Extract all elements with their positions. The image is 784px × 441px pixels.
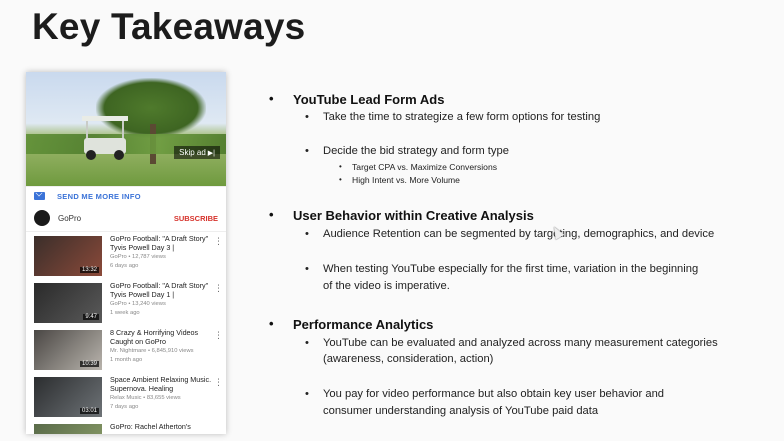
video-thumbnail[interactable] — [34, 330, 102, 370]
video-duration: 9:47 — [85, 314, 97, 320]
video-age: 1 month ago — [110, 357, 143, 363]
related-videos-list — [26, 232, 226, 434]
video-item[interactable] — [26, 375, 226, 422]
video-age: 6 days ago — [110, 263, 139, 269]
video-thumbnail[interactable] — [34, 283, 102, 323]
sub-bullet-item: • Target CPA vs. Maximize Conversions — [352, 161, 497, 173]
video-item[interactable] — [26, 234, 226, 281]
subscribe-button[interactable]: SUBSCRIBE — [173, 213, 218, 223]
video-thumbnail[interactable] — [34, 424, 102, 434]
video-age: 1 week ago — [110, 310, 140, 316]
video-title[interactable]: GoPro Football: "A Draft Story" Tyvis Powell Day 1 | — [110, 281, 209, 299]
bullet-item-line1: • You pay for video performance but also obtain key user behavior and — [323, 386, 664, 403]
slide-title: Key Takeaways — [32, 6, 306, 47]
bullet-item: • Take the time to strategize a few form options for testing — [323, 109, 600, 126]
channel-avatar[interactable] — [34, 210, 50, 226]
video-meta: GoPro • 12,787 views — [110, 254, 166, 260]
video-thumbnail[interactable] — [34, 236, 102, 276]
video-meta: Relax Music • 83,655 views — [110, 395, 181, 401]
video-duration: 13:32 — [81, 267, 97, 273]
channel-name[interactable]: GoPro — [58, 213, 82, 223]
video-thumbnail[interactable] — [34, 377, 102, 417]
video-item[interactable] — [26, 422, 226, 434]
more-vert-icon[interactable]: ⋮ — [214, 283, 223, 293]
video-meta: GoPro • 13,240 views — [110, 301, 166, 307]
skip-next-icon: ▶| — [207, 150, 215, 157]
section-heading: • Performance Analytics — [293, 317, 433, 332]
more-vert-icon[interactable]: ⋮ — [214, 236, 223, 246]
mail-icon — [34, 192, 45, 200]
send-info-cta[interactable] — [26, 186, 226, 205]
bullet-item-line1: • YouTube can be evaluated and analyzed across many measurement categories — [323, 335, 718, 352]
skip-ad-label: Skip ad — [179, 148, 206, 157]
video-title[interactable]: Space Ambient Relaxing Music. Supernova. Healing — [110, 375, 212, 393]
video-title[interactable]: GoPro: Rachel Atherton's — [110, 422, 191, 431]
bullet-item: • Audience Retention can be segmented by targeting, demographics, and device — [323, 226, 714, 243]
video-duration: 03:01 — [81, 408, 97, 414]
bullet-item-line2: of the video is imperative. — [323, 280, 450, 292]
video-meta: Mr. Nightmare • 6,845,910 views — [110, 348, 194, 354]
video-title[interactable]: 8 Crazy & Horrifying Videos Caught on GoPro — [110, 328, 199, 346]
cta-label: SEND ME MORE INFO — [57, 191, 141, 201]
bullet-item-line2: consumer understanding analysis of YouTube paid data — [323, 405, 599, 417]
video-age: 7 days ago — [110, 404, 139, 410]
sub-bullet-item: • High Intent vs. More Volume — [352, 174, 460, 186]
video-item[interactable] — [26, 281, 226, 328]
channel-row — [26, 205, 226, 232]
skip-ad-button[interactable] — [174, 146, 220, 159]
youtube-phone-mockup — [26, 72, 226, 434]
section-heading: • YouTube Lead Form Ads — [293, 92, 444, 107]
video-ad-player[interactable] — [26, 72, 226, 186]
video-duration: 10:39 — [81, 361, 97, 367]
bullet-item-line1: • When testing YouTube especially for the first time, variation in the beginning — [323, 261, 698, 278]
section-heading: • User Behavior within Creative Analysis — [293, 208, 534, 223]
video-title[interactable]: GoPro Football: "A Draft Story" Tyvis Powell Day 3 | — [110, 234, 209, 252]
bullet-item: • Decide the bid strategy and form type — [323, 143, 509, 160]
bullet-item-line2: (awareness, consideration, action) — [323, 353, 494, 365]
more-vert-icon[interactable]: ⋮ — [214, 330, 223, 340]
more-vert-icon[interactable]: ⋮ — [214, 377, 223, 387]
golf-cart — [82, 116, 128, 162]
video-item[interactable] — [26, 328, 226, 375]
